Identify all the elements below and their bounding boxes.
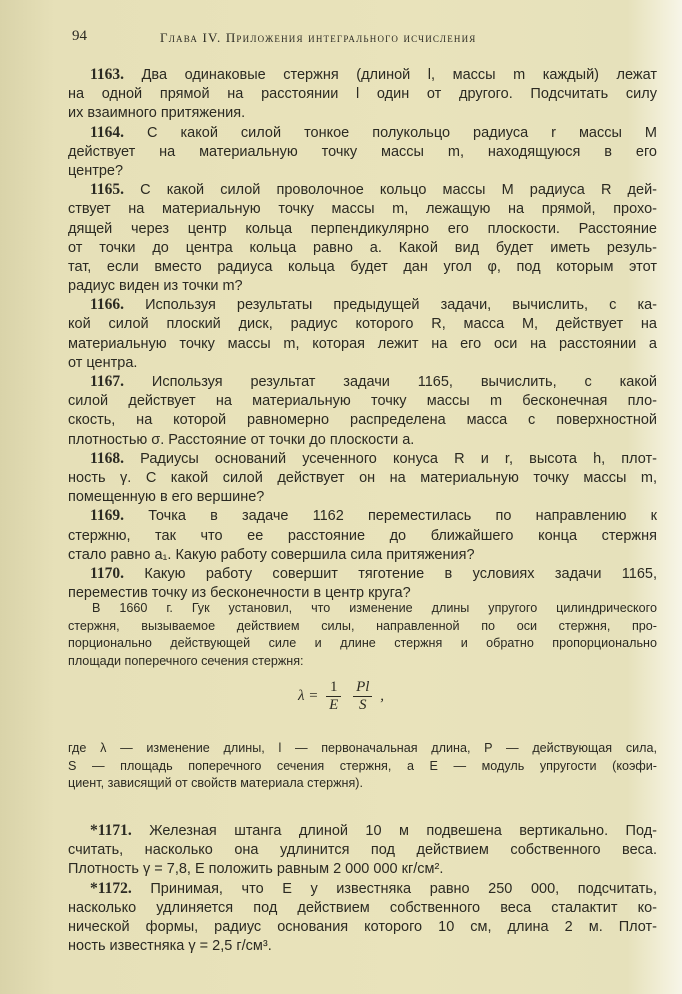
line-text: скость, на которой равномерно распределена масса с поверхностной — [68, 412, 657, 429]
problem-text-line — [68, 85, 657, 104]
problem-text-line — [68, 841, 657, 860]
line-text: ность известняка γ = 2,5 г/см³. — [68, 938, 272, 955]
line-text: стало равно a₁. Какую работу совершила сила притяжения? — [68, 546, 475, 563]
problem-text-line — [68, 565, 657, 584]
chapter-title: Глава IV. Приложения интегрального исчисления — [160, 30, 477, 45]
note-text-line: В 1660 г. Гук установил, что изменение длины упругого цилиндрического — [92, 601, 657, 615]
problem-1163 — [68, 66, 657, 124]
problem-text-line — [68, 822, 657, 841]
page-number: 94 — [72, 28, 87, 44]
problems-1171-1172 — [68, 822, 657, 956]
problem-1164 — [68, 124, 657, 182]
problem-text-line — [68, 392, 657, 411]
frac1-numerator: 1 — [326, 679, 341, 697]
line-text: считать, насколько она удлинится под действием собственного веса. — [68, 842, 657, 859]
problem-text-line — [68, 899, 657, 918]
problem-text-line — [68, 104, 657, 123]
problem-text-line — [68, 880, 657, 899]
problem-number: 1170. — [90, 564, 125, 582]
line-text: Принимая, что E у известняка равно 250 000, подсчитать, — [150, 880, 657, 897]
line-text: помещенную в его вершине? — [68, 489, 265, 506]
note-text-line: стержня, вызываемое действием силы, направленной по оси стержня, про- — [68, 618, 657, 633]
fraction-Pl-over-S — [353, 679, 372, 714]
problem-text-line — [68, 527, 657, 546]
line-text: Какую работу совершит тяготение в условиях задачи 1165, — [144, 565, 657, 582]
problem-text-line — [68, 450, 657, 469]
problem-text-line — [68, 162, 657, 181]
problem-number: 1165. — [90, 181, 125, 199]
problem-text-line — [68, 296, 657, 315]
problem-text-line — [68, 239, 657, 258]
note-text-line: площади поперечного сечения стержня: — [68, 653, 304, 668]
problem-text-line — [68, 335, 657, 354]
problem-text-line — [68, 315, 657, 334]
line-text: действует на материальную точку массы m, находящуюся в его — [68, 143, 657, 160]
problem-text-line — [68, 937, 657, 956]
problem-text-line — [68, 354, 657, 373]
line-text: от точки до центра кольца равно a. Какой вид будет иметь резуль- — [68, 239, 657, 256]
problems-1163-1170 — [68, 66, 657, 603]
problem-text-line — [68, 66, 657, 85]
problem-1168 — [68, 450, 657, 508]
problem-text-line — [68, 277, 657, 296]
line-text: стержню, так что ее расстояние до ближайшего конца стержня — [68, 527, 657, 544]
line-text: от центра. — [68, 354, 138, 371]
line-text: Два одинаковые стержня (длиной l, массы m каждый) лежат — [141, 67, 657, 83]
note-text-line: порционально действующей силе и длине стержня и обратно пропорционально — [68, 636, 657, 651]
line-text: Используя результат задачи 1165, вычислить, с какой — [151, 374, 657, 390]
fraction-1-over-E — [326, 679, 341, 714]
problem-text-line — [68, 546, 657, 565]
problem-text-line — [68, 411, 657, 430]
problem-text-line — [68, 220, 657, 239]
line-text: Железная штанга длиной 10 м подвешена вертикально. Под- — [149, 823, 657, 839]
frac2-denominator: S — [359, 697, 367, 714]
hooke-formula — [0, 676, 682, 716]
line-text: С какой силой тонкое полукольцо радиуса r массы M — [147, 124, 658, 141]
frac2-numerator: Pl — [353, 679, 372, 697]
problem-1166 — [68, 296, 657, 373]
line-text: силой действует на материальную точку массы m бесконечная пло- — [68, 393, 657, 410]
problem-number: 1166. — [90, 296, 125, 314]
hooke-law-explanation — [68, 740, 657, 793]
problem-text-line — [68, 124, 657, 143]
line-text: Плотность γ = 7,8, E положить равным 2 000 000 кг/см². — [68, 861, 444, 878]
note-text-line: циент, зависящий от свойств материала стержня). — [68, 776, 363, 791]
problem-number: *1172. — [90, 879, 132, 897]
line-text: дящей через центр кольца перпендикулярно его плоскости. Расстояние — [68, 220, 657, 237]
problem-text-line — [68, 181, 657, 200]
problem-number: 1163. — [90, 66, 125, 83]
line-text: Точка в задаче 1162 переместилась по направлению к — [148, 508, 657, 525]
line-text: на одной прямой на расстоянии l один от другого. Подсчитать силу — [68, 86, 657, 103]
formula-lhs: λ = — [298, 688, 319, 704]
problem-number: 1168. — [90, 449, 125, 467]
note-text-line: где λ — изменение длины, l — первоначальная длина, P — действующая сила, — [68, 741, 657, 755]
line-text: материальную точку массы m, которая лежит на его оси на расстоянии a — [68, 335, 657, 352]
problem-text-line — [68, 469, 657, 488]
problem-text-line — [68, 431, 657, 450]
line-text: центре? — [68, 162, 124, 179]
problem-text-line — [68, 258, 657, 277]
problem-number: 1164. — [90, 123, 125, 141]
running-header — [72, 28, 672, 48]
problem-1170 — [68, 565, 657, 603]
problem-1167 — [68, 373, 657, 450]
problem-1171 — [68, 822, 657, 880]
line-text: тат, если вместо радиуса кольца будет дан угол φ, под которым этот — [68, 258, 657, 275]
line-text: радиус виден из точки m? — [68, 278, 243, 295]
problem-text-line — [68, 860, 657, 879]
line-text: ность γ. С какой силой действует он на материальную точку массы m, — [68, 469, 657, 486]
problem-text-line — [68, 200, 657, 219]
problem-text-line — [68, 143, 657, 162]
line-text: переместив точку из бесконечности в центр круга? — [68, 585, 411, 602]
problem-text-line — [68, 918, 657, 937]
problem-number: 1169. — [90, 507, 125, 525]
problem-1169 — [68, 507, 657, 565]
line-text: Используя результаты предыдущей задачи, вычислить, с ка- — [145, 297, 658, 314]
problem-number: *1171. — [90, 822, 132, 839]
problem-text-line — [68, 507, 657, 526]
problem-number: 1167. — [90, 373, 125, 390]
formula-tail: , — [380, 688, 384, 704]
line-text: ствует на материальную точку массы m, лежащую на прямой, прохо- — [68, 201, 657, 218]
frac1-denominator: E — [329, 697, 339, 714]
note-text-line: S — площадь поперечного сечения стержня, а E — модуль упругости (коэфи- — [68, 758, 657, 773]
problem-text-line — [68, 488, 657, 507]
problem-1172 — [68, 880, 657, 957]
line-text: их взаимного притяжения. — [68, 105, 246, 122]
line-text: кой силой плоский диск, радиус которого R, масса M, действует на — [68, 316, 657, 333]
problem-text-line — [68, 373, 657, 392]
line-text: насколько удлиняется под действием собственного веса сталактит ко- — [68, 899, 657, 916]
line-text: Радиусы оснований усеченного конуса R и r, высота h, плот- — [140, 450, 657, 467]
hooke-law-intro — [68, 600, 657, 670]
line-text: плотностью σ. Расстояние от точки до плоскости a. — [68, 431, 415, 448]
line-text: нической формы, радиус основания которого 10 см, длина 2 м. Плот- — [68, 918, 657, 935]
problem-1165 — [68, 181, 657, 296]
line-text: С какой силой проволочное кольцо массы M радиуса R дей- — [140, 182, 657, 199]
